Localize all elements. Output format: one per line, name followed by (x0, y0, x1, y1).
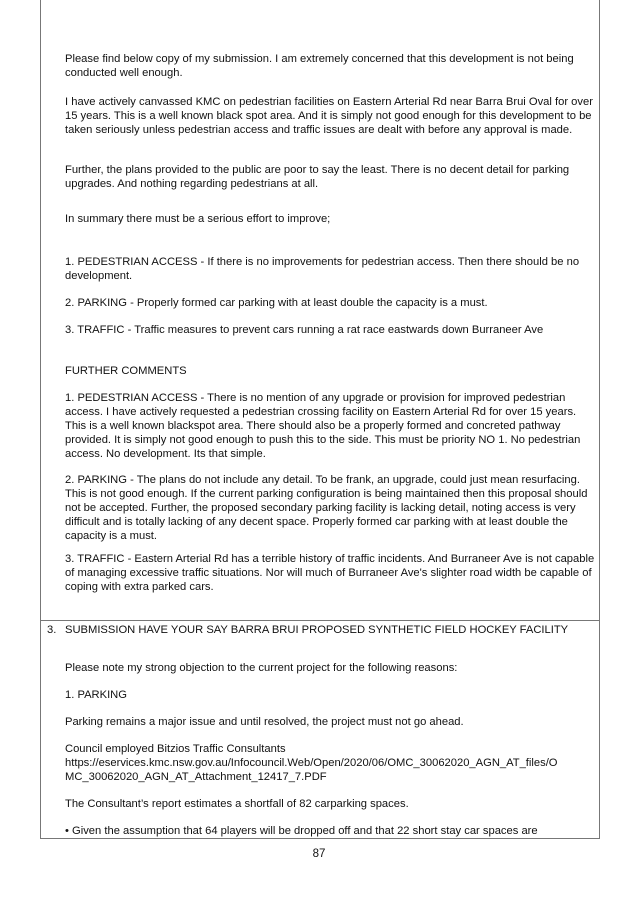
list-item: 1. PEDESTRIAN ACCESS - If there is no improvements for pedestrian access. Then there should be no development. (65, 256, 583, 282)
paragraph: The Consultant’s report estimates a shortfall of 82 carparking spaces. (65, 798, 409, 810)
list-heading: 1. PARKING (65, 689, 127, 701)
list-item: 2. PARKING - The plans do not include any detail. To be frank, an upgrade, could just mean resurfacing. This is not good enough. If the current parking configuration is being maintained then this proposal should not be accepted. Further, the proposed secondary parking facility is lacking detail, noting access is very difficult and is totally lacking of any decent space. Properly formed car parking with at least double the capacity is a must. (65, 474, 591, 542)
item-number: 3. (47, 624, 57, 636)
list-item: 3. TRAFFIC - Traffic measures to prevent cars running a rat race eastwards down Burraneer Ave (65, 324, 544, 336)
list-item: 3. TRAFFIC - Eastern Arterial Rd has a terrible history of traffic incidents. And Burraneer Ave is not capable of managing excessive traffic situations. Nor will much of Burraneer Ave's slighter road width be capable of coping with extra parked cars. (65, 553, 598, 593)
bullet-item: • Given the assumption that 64 players will be dropped off and that 22 short stay car spaces are (65, 825, 538, 837)
paragraph: I have actively canvassed KMC on pedestrian facilities on Eastern Arterial Rd near Barra Brui Oval for over 15 years. This is a well known black spot area. And it is simply not good enough for this development to be taken seriously unless pedestrian access and traffic issues are dealt with before any approval is made. (65, 96, 597, 136)
paragraph: Please find below copy of my submission. I am extremely concerned that this development is not being conducted well enough. (65, 53, 577, 79)
row-divider (41, 620, 599, 621)
paragraph: Please note my strong objection to the current project for the following reasons: (65, 662, 458, 674)
reference-link: Council employed Bitzios Traffic Consultants https://eservices.kmc.nsw.gov.au/Infocouncil.Web/Open/2020/06/OMC_30062020_AGN_AT_files/O MC_30062020_AGN_AT_Attachment_12417_7.PDF (65, 743, 558, 783)
paragraph: Parking remains a major issue and until resolved, the project must not go ahead. (65, 716, 464, 728)
submission-table (40, 0, 600, 839)
section-heading: FURTHER COMMENTS (65, 365, 187, 377)
paragraph: In summary there must be a serious effort to improve; (65, 213, 331, 225)
list-item: 2. PARKING - Properly formed car parking with at least double the capacity is a must. (65, 297, 488, 309)
item-title: SUBMISSION HAVE YOUR SAY BARRA BRUI PROPOSED SYNTHETIC FIELD HOCKEY FACILITY (65, 624, 569, 636)
paragraph: Further, the plans provided to the public are poor to say the least. There is no decent detail for parking upgrades. And nothing regarding pedestrians at all. (65, 164, 573, 190)
page-number: 87 (312, 848, 326, 860)
list-item: 1. PEDESTRIAN ACCESS - There is no mention of any upgrade or provision for improved pedestrian access. I have actively requested a pedestrian crossing facility on Eastern Arterial Rd for over 15 years. This is a well known blackspot area. There should also be a properly formed and concreted pathway provided. It is simply not good enough to push this to the side. This must be priority NO 1. No pedestrian access. No development. Its that simple. (65, 392, 584, 460)
